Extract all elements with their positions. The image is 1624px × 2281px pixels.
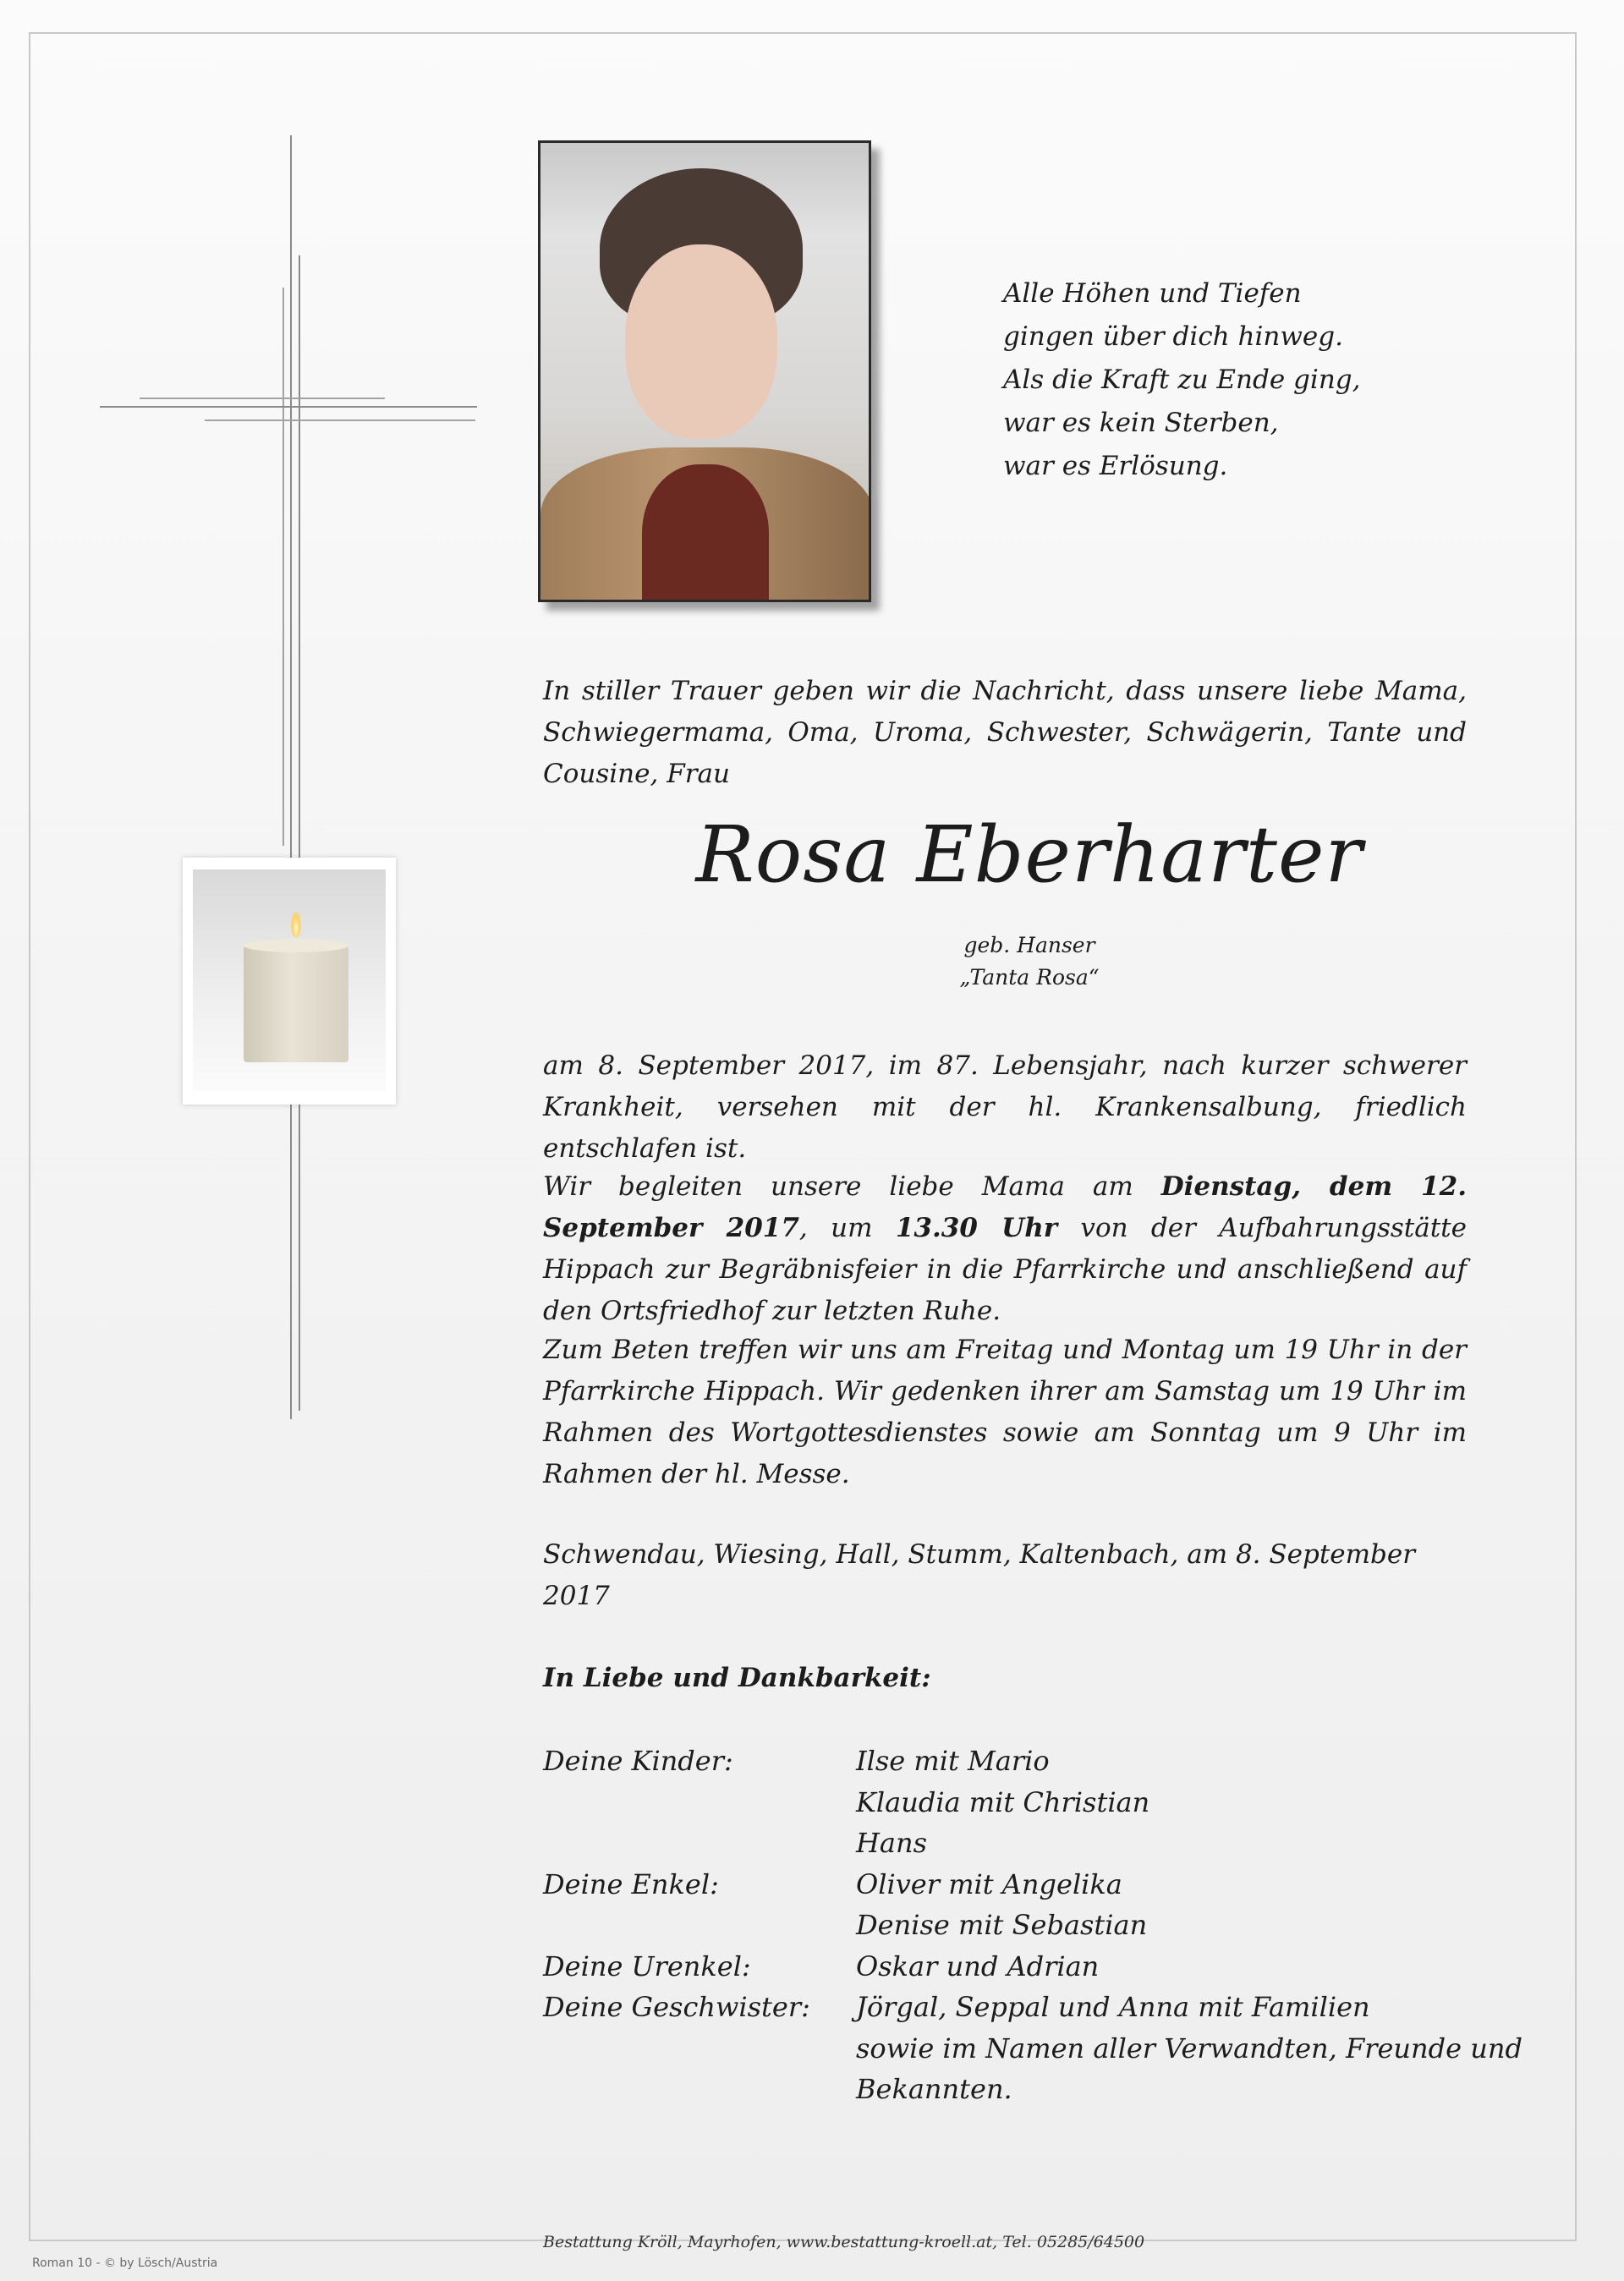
funeral-home-footer: Bestattung Kröll, Mayrhofen, www.bestattung-kroell.at, Tel. 05285/64500 [543, 2233, 1145, 2251]
family-row [543, 1946, 1524, 1988]
nickname: „Tanta Rosa“ [959, 965, 1100, 990]
family-label: Deine Urenkel: [543, 1949, 751, 1982]
design-credit: Roman 10 - © by Lösch/Austria [32, 2256, 218, 2270]
funeral-paragraph [543, 1166, 1467, 1332]
poem-line: Als die Kraft zu Ende ging, [1003, 365, 1361, 395]
intro-text: In stiller Trauer geben wir die Nachricht, dass unsere liebe Mama, Schwiegermama, Oma, Uroma, Schwester, Schwägerin, Tante und Cousine, Frau [543, 676, 1467, 789]
family-name: Hans [856, 1827, 928, 1859]
birth-name: geb. Hanser [963, 933, 1095, 957]
prayer-paragraph: Zum Beten treffen wir uns am Freitag und Montag um 19 Uhr in der Pfarrkirche Hippach. Wir gedenken ihrer am Samstag um 19 Uhr im Rahmen des Wortgottesdienstes sowie am Sonntag um 9 Uhr im Rahmen der hl. Messe. [543, 1335, 1467, 1489]
poem-line: war es kein Sterben, [1003, 408, 1279, 438]
funeral-date: Dienstag, dem 12. September 2017 [543, 1171, 1467, 1243]
family-label: Deine Kinder: [543, 1745, 733, 1777]
family-row [543, 1741, 1524, 1864]
family-list [543, 1741, 1524, 2110]
family-name: Oskar und Adrian [856, 1949, 1100, 1982]
portrait-photo [538, 140, 871, 602]
poem-line: gingen über dich hinweg. [1003, 321, 1343, 352]
family-name: Bekannten. [856, 2073, 1012, 2105]
family-name: sowie im Namen aller Verwandten, Freunde und [856, 2032, 1522, 2064]
places-date: Schwendau, Wiesing, Hall, Stumm, Kaltenbach, am 8. September 2017 [543, 1539, 1416, 1611]
funeral-text: , um [798, 1213, 896, 1243]
family-name: Klaudia mit Christian [856, 1785, 1150, 1818]
family-name: Jörgal, Seppal und Anna mit Familien [856, 1991, 1370, 2023]
poem-line: Alle Höhen und Tiefen [1003, 278, 1302, 309]
funeral-text: von der Aufbahrungsstätte Hippach zur Begräbnisfeier in die Pfarrkirche und anschließend auf den Ortsfriedhof zur letzten Ruhe. [543, 1213, 1467, 1326]
funeral-text: Wir begleiten unsere liebe Mama am [543, 1171, 1161, 1202]
family-row [543, 1864, 1524, 1946]
deceased-name: Rosa Eberharter [695, 809, 1363, 900]
family-name: Denise mit Sebastian [856, 1909, 1148, 1941]
death-notice: am 8. September 2017, im 87. Lebensjahr, nach kurzer schwerer Krankheit, versehen mit der hl. Krankensalbung, friedlich entschlafen ist. [543, 1050, 1467, 1164]
family-name: Oliver mit Angelika [856, 1867, 1122, 1900]
family-row [543, 1987, 1524, 2110]
gratitude-heading: In Liebe und Dankbarkeit: [543, 1663, 931, 1693]
family-name: Ilse mit Mario [856, 1745, 1050, 1777]
candle-image [183, 858, 396, 1105]
poem [1003, 272, 1426, 488]
poem-line: war es Erlösung. [1003, 451, 1228, 481]
flame-icon [291, 912, 301, 937]
family-label: Deine Geschwister: [543, 1991, 810, 2023]
family-label: Deine Enkel: [543, 1867, 719, 1900]
funeral-time: 13.30 Uhr [895, 1213, 1058, 1243]
